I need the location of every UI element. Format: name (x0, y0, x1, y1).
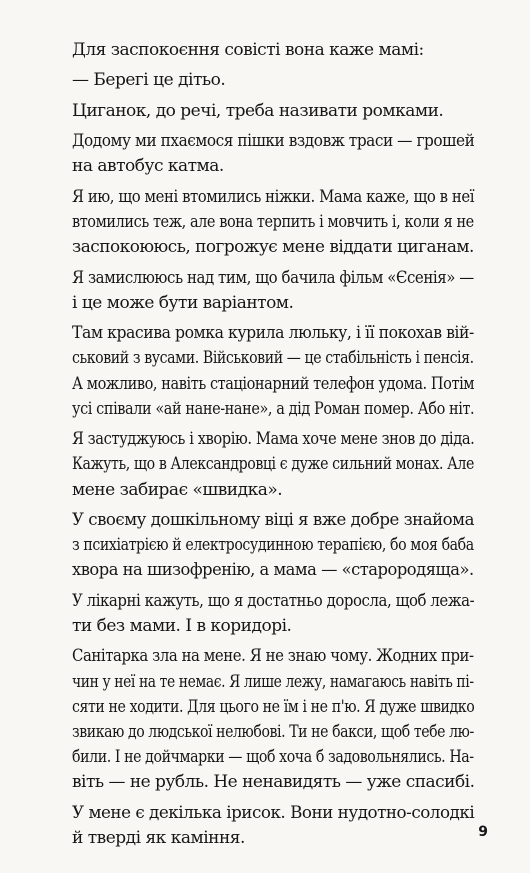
text-line: звикаю до людської нелюбові. Ти не бакси, щоб тебе лю- (72, 721, 474, 742)
text-line: і це може бути варіантом. (72, 292, 294, 313)
text-line: з психіатрією й електросудинною терапією, бо моя баба (72, 535, 474, 556)
paragraph (72, 38, 474, 63)
paragraph (72, 801, 474, 851)
text-line: били. І не дойчмарки — щоб хоча б задовольнялись. На- (72, 747, 474, 768)
text-line: А можливо, навіть стаціонарний телефон удома. Потім (72, 373, 475, 394)
text-line: У мене є декілька ірисок. Вони нудотно-солодкі (72, 802, 475, 823)
text-line: — Берегі це дітьо. (72, 70, 226, 91)
text-line: Додому ми пхаємося пішки вздовж траси — грошей (72, 131, 475, 152)
text-line: Кажуть, що в Александровці є дуже сильний монах. Але (72, 454, 474, 475)
text-line: усі співали «ай нане-нане», а дід Роман помер. Або ніт. (72, 398, 475, 419)
text-line: Я ию, що мені втомились ніжки. Мама каже, що в неї (72, 186, 475, 207)
paragraph (72, 427, 474, 503)
text-line: мене забирає «швидка». (72, 479, 283, 500)
text-line: сяти не ходити. Для цього не їм і не п'ю. Я дуже швидко (72, 696, 475, 717)
text-line: втомились теж, але вона терпить і мовчить і, коли я не (72, 211, 474, 232)
paragraph (72, 644, 474, 795)
paragraph (72, 68, 474, 93)
text-line: на автобус катма. (72, 156, 224, 177)
text-line: чин у неї на те немає. Я лише лежу, намагаюсь навіть пі- (72, 671, 474, 692)
text-line: хвора на шизофренію, а мама — «старородяща». (72, 560, 474, 581)
paragraph (72, 129, 474, 179)
text-line: У лікарні кажуть, що я достатньо доросла, щоб лежа- (72, 590, 475, 611)
text-line: Там красива ромка курила люльку, і її покохав вій- (72, 323, 474, 344)
paragraph (72, 266, 474, 316)
text-line: У своєму дошкільному віці я вже добре знайома (72, 509, 475, 530)
text-line: Санітарка зла на мене. Я не знаю чому. Жодних при- (72, 646, 474, 667)
text-line: заспокоююсь, погрожує мене віддати циганам. (72, 237, 474, 258)
paragraph (72, 185, 474, 261)
text-line: Я застуджуюсь і хворію. Мама хоче мене знов до діда. (72, 429, 475, 450)
text-line: Для заспокоєння совісті вона каже мамі: (72, 40, 424, 60)
paragraph (72, 99, 474, 124)
text-line: Циганок, до речі, треба називати ромками. (72, 100, 444, 121)
text-line: Я замислююсь над тим, що бачила фільм «Єсенія» — (72, 267, 474, 288)
text-line: ти без мами. І в коридорі. (72, 615, 292, 636)
paragraph (72, 589, 474, 639)
text-line: й тверді як каміння. (72, 827, 245, 848)
body-text (72, 38, 474, 856)
paragraph (72, 321, 474, 422)
text-line: ськовий з вусами. Військовий — це стабільність і пенсія. (72, 348, 474, 369)
paragraph (72, 508, 474, 584)
text-line: віть — не рубль. Не ненавидять — уже спасибі. (72, 772, 475, 793)
page-number: 9 (478, 824, 488, 840)
